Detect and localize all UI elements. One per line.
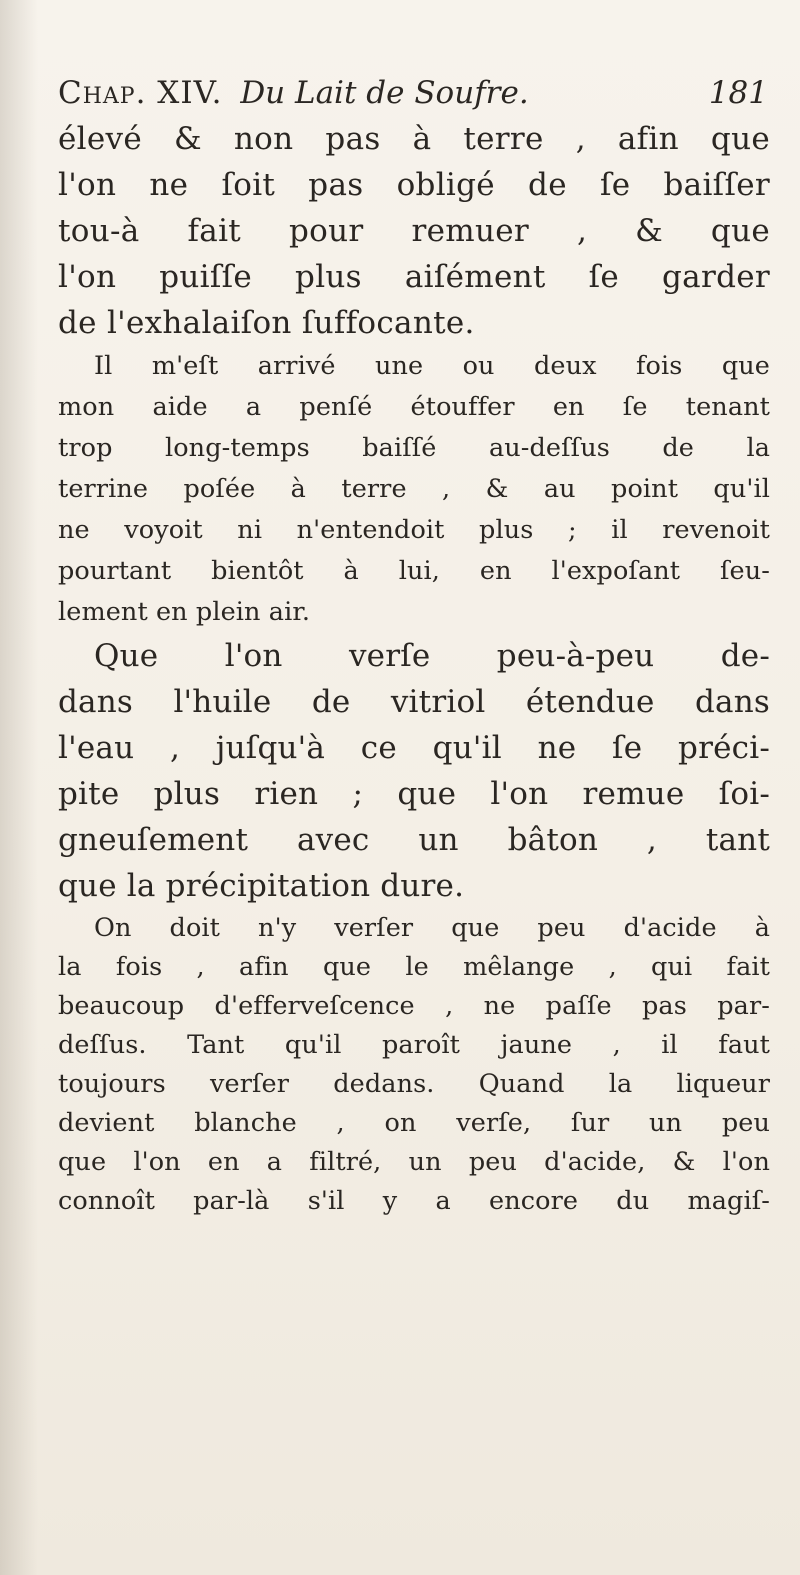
chapter-heading: Chap. XIV. xyxy=(58,75,223,111)
body-text xyxy=(58,116,770,1221)
text-line: devient blanche , on verſe, ſur un peu xyxy=(58,1108,770,1138)
text-line: que la précipitation dure. xyxy=(58,868,465,904)
text-line: ne voyoit ni n'entendoit plus ; il revenoit xyxy=(58,515,770,545)
text-line: pite plus rien ; que l'on remue ſoi- xyxy=(58,776,770,812)
text-line: trop long-temps baiſſé au-deſſus de la xyxy=(58,433,770,463)
paragraph-3 xyxy=(58,633,770,909)
text-line: l'on puiſſe plus aiſément ſe garder xyxy=(58,259,770,295)
text-line: terrine poſée à terre , & au point qu'il xyxy=(58,474,770,504)
text-line: élevé & non pas à terre , afin que xyxy=(58,121,770,157)
text-line: tou-à fait pour remuer , & que xyxy=(58,213,770,249)
paragraph-1 xyxy=(58,116,770,346)
text-line: Que l'on verſe peu-à-peu de- xyxy=(94,638,770,674)
text-line: connoît par-là s'il y a encore du magiſ- xyxy=(58,1186,770,1216)
text-line: Il m'eſt arrivé une ou deux fois que xyxy=(94,351,770,381)
page-gutter-shadow xyxy=(0,0,38,1575)
text-line: beaucoup d'efferveſcence , ne paſſe pas par- xyxy=(58,991,770,1021)
text-line: la fois , afin que le mêlange , qui fait xyxy=(58,952,770,982)
paragraph-2 xyxy=(58,346,770,633)
text-line: On doit n'y verſer que peu d'acide à xyxy=(94,913,770,943)
text-line: lement en plein air. xyxy=(58,597,311,627)
text-line: l'on ne ſoit pas obligé de ſe baiſſer xyxy=(58,167,770,203)
text-line: l'eau , juſqu'à ce qu'il ne ſe préci- xyxy=(58,730,770,766)
text-line: mon aide a penſé étouffer en ſe tenant xyxy=(58,392,770,422)
text-line: que l'on en a filtré, un peu d'acide, & l'on xyxy=(58,1147,770,1177)
text-line: gneuſement avec un bâton , tant xyxy=(58,822,770,858)
text-line: toujours verſer dedans. Quand la liqueur xyxy=(58,1069,770,1099)
running-head xyxy=(58,70,770,116)
text-line: pourtant bientôt à lui, en l'expoſant ſeu- xyxy=(58,556,770,586)
paragraph-4 xyxy=(58,909,770,1221)
section-title: Du Lait de Soufre. xyxy=(240,75,529,111)
text-line: deſſus. Tant qu'il paroît jaune , il faut xyxy=(58,1030,770,1060)
text-line: dans l'huile de vitriol étendue dans xyxy=(58,684,770,720)
text-line: de l'exhalaiſon ſuffocante. xyxy=(58,305,475,341)
page-number: 181 xyxy=(708,75,768,111)
